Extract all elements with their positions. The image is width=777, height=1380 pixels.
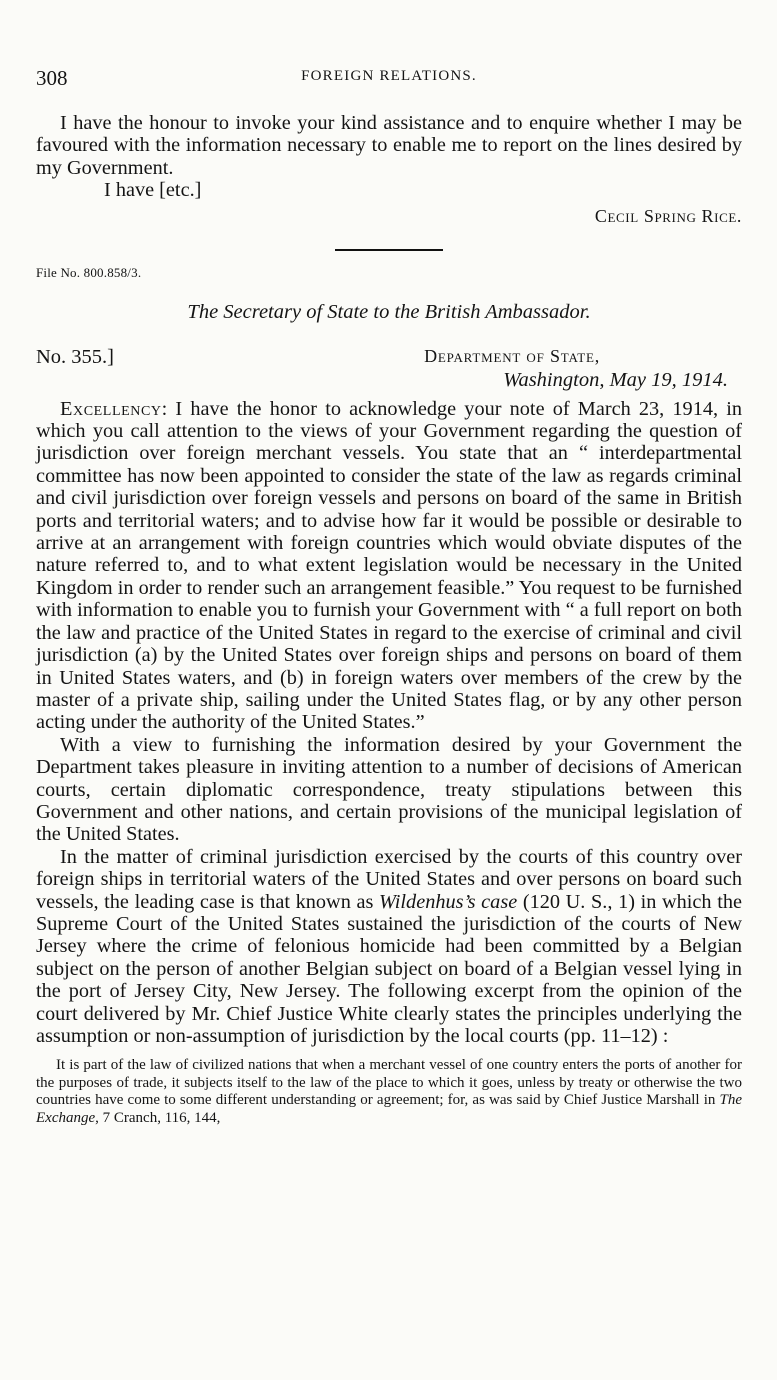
signature: Cecil Spring Rice. <box>594 205 742 226</box>
document-page <box>36 60 742 1127</box>
body-paragraph-1 <box>36 398 742 734</box>
quote-text-end: , 7 Cranch, 116, 144, <box>95 1109 221 1126</box>
file-number: File No. 800.858/3. <box>36 264 142 280</box>
previous-letter-paragraph: I have the honour to invoke your kind assistance and to enquire whether I may be favoured with the information necessary to enable me to report on the lines desired by my Government. <box>36 112 742 179</box>
document-number: No. 355.] <box>36 345 115 368</box>
paragraph-1-text: : I have the honor to acknowledge your note of March 23, 1914, in which you call attention to the views of your Government regarding the question of jurisdiction over foreign merchant vessels. You state that an “ interdepartmental committee has now been appointed to consider the state of the law as regards criminal and civil jurisdiction over foreign vessels and persons on board of the same in British ports and territorial waters; and to advise how far it would be possible or desirable to arrive at an arrangement with foreign countries which would obviate disputes of the nature referred to, and to what extent legislation would be necessary in the United Kingdom in order to render such an arrangement feasible.” You request to be furnished with information to enable you to furnish your Government with “ a full report on both the law and practice of the United States in regard to the exercise of criminal and civil jurisdiction (a) by the United States over foreign ships and persons on board of them in United States waters, and (b) in foreign waters over members of the crew by the master of a private ship, sailing under the United States flag, or by any other person acting under the authority of the United States.” <box>36 397 742 734</box>
body-paragraph-3 <box>36 846 742 1048</box>
paragraph-3-text-start: In the matter of criminal jurisdiction exercised by the courts of this country over foreign ships in territorial waters of the United States and over persons on board such vessels, the leading case is that known as <box>36 845 742 913</box>
dateline <box>36 342 742 392</box>
running-head: FOREIGN RELATIONS. <box>301 68 477 84</box>
salutation: Excellency <box>60 397 162 420</box>
closing-line: I have [etc.] <box>104 179 202 202</box>
body-paragraph-2: With a view to furnishing the information desired by your Government the Department takes pleasure in inviting attention to a number of decisions of American courts, certain diplomatic correspondence, treaty stipulations between this Government and other nations, and certain provisions of the municipal legislation of the United States. <box>36 733 742 846</box>
department-name: Department of State, <box>424 345 600 366</box>
section-divider <box>335 249 443 251</box>
document-title: The Secretary of State to the British Ambassador. <box>187 300 591 323</box>
quote-case-name: The Exchange <box>36 1092 742 1126</box>
page-number: 308 <box>36 66 68 90</box>
case-name: Wildenhus’s case <box>379 890 518 913</box>
place-and-date: Washington, May 19, 1914. <box>503 368 728 391</box>
block-quote <box>36 1057 742 1127</box>
paragraph-3-text-end: (120 U. S., 1) in which the Supreme Court of the United States sustained the jurisdiction of the courts of New Jersey where the crime of felonious homicide had been committed by a Belgian subject on the person of another Belgian subject on board of a Belgian vessel lying in the port of Jersey City, New Jersey. The following excerpt from the opinion of the court delivered by Mr. Chief Justice White clearly states the principles underlying the assumption or non-assumption of jurisdiction by the local courts (pp. 11–12) : <box>36 890 742 1047</box>
quote-text-start: It is part of the law of civilized nations that when a merchant vessel of one country enters the ports of another for the purposes of trade, it subjects itself to the law of the place to which it goes, unless by treaty or otherwise the two countries have come to some different understanding or agreement; for, as was said by Chief Justice Marshall in <box>36 1057 742 1109</box>
page-header <box>36 60 742 92</box>
